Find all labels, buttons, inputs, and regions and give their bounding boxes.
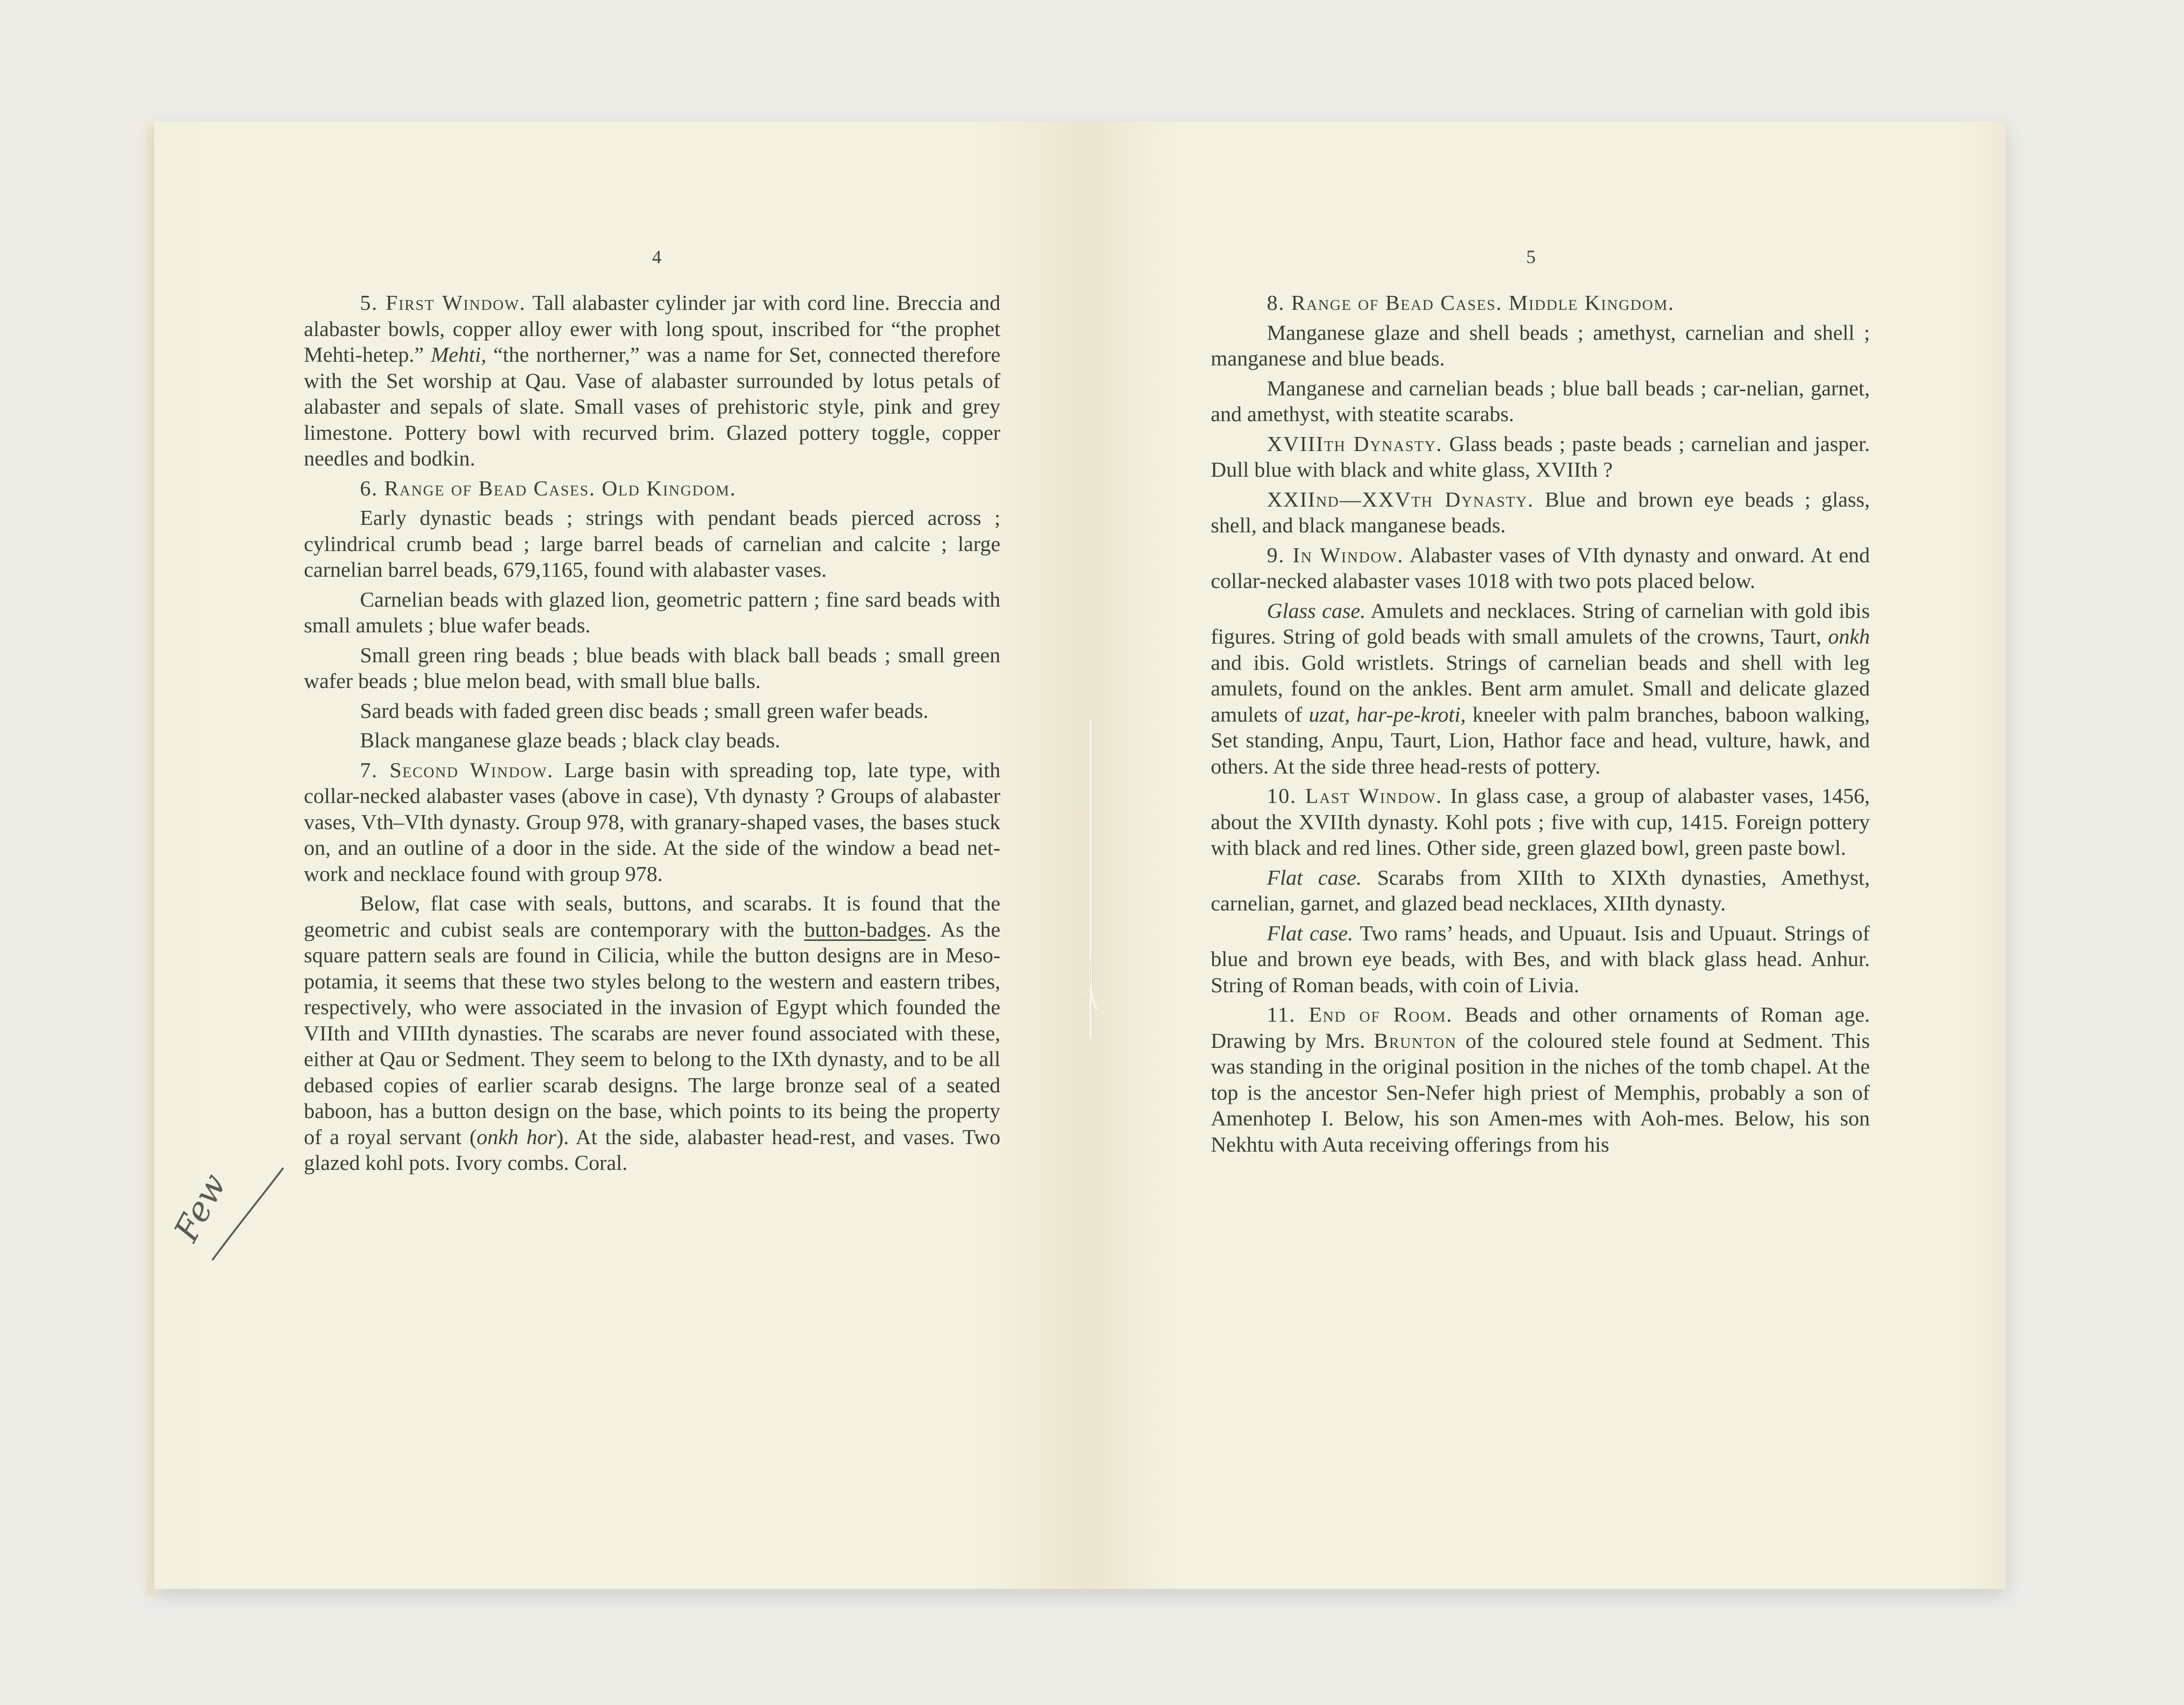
paragraph	[1211, 598, 1870, 780]
paragraph	[1211, 320, 1870, 372]
text-run: Large basin with spreading top, late type, with collar-necked alabaster vases (above in case), Vth dynasty ? Groups of alabaster vases, Vth–VIth dynasty. Group 978, with granary-shaped vases, the bases stuck on, and an outline of a door in the side. At the side of the window a bead net-work and necklace found with group 978.	[304, 758, 1000, 886]
text-run: Blue and brown eye beads ; glass, shell, and black manganese beads.	[1211, 487, 1870, 537]
paragraph	[304, 642, 1000, 694]
booklet-page-edges	[146, 123, 155, 1596]
text-run: Manganese and carnelian beads ; blue ball beads ; car-nelian, garnet, and amethyst, with steatite scarabs.	[1211, 376, 1870, 426]
paragraph	[304, 890, 1000, 1176]
text-run: onkh	[1828, 624, 1870, 648]
right-page	[1085, 122, 2005, 1589]
text-run: uzat, har-pe-kroti,	[1308, 702, 1466, 726]
text-run: In glass case, a group of alabaster vases, 1456, about the XVIIth dynasty. Kohl pots ; five with cup, 1415. Foreign pottery with black and red lines. Other side, green glazed bowl, green paste bowl.	[1211, 784, 1870, 860]
pencil-note-word	[166, 1167, 234, 1248]
paragraph	[304, 505, 1000, 583]
thread-knot	[1081, 958, 1099, 1014]
paragraph	[304, 757, 1000, 887]
paragraph	[1211, 542, 1870, 594]
text-run: and ibis. Gold wristlets. Strings of carnelian beads and shell with leg amulets, found on the ankles. Bent arm amulet. Small and delicate glazed amulets of	[1211, 650, 1870, 726]
paragraph	[304, 698, 1000, 724]
section-heading: XXIInd—XXVth Dynasty.	[1267, 487, 1534, 511]
paragraph	[1211, 487, 1870, 538]
svg-text:Few: Few	[166, 1167, 234, 1248]
paragraph	[1211, 783, 1870, 861]
paragraph	[1211, 431, 1870, 483]
paragraph	[1211, 1002, 1870, 1157]
paragraph	[304, 475, 1000, 501]
text-run: Amulets and necklaces. String of carnelian with gold ibis figures. String of gold beads with small amulets of the crowns, Taurt,	[1211, 598, 1870, 648]
text-run: Glass case.	[1267, 598, 1366, 623]
text-run: kneeler with palm branches, baboon walking, Set standing, Anpu, Taurt, Lion, Hathor face and head, vulture, hawk, and others. At the side three head-rests of pottery.	[1211, 702, 1870, 778]
open-booklet	[154, 122, 2005, 1589]
paragraph	[1211, 290, 1870, 316]
page-number-left: 4	[652, 246, 661, 267]
section-heading: 11. End of Room.	[1267, 1003, 1453, 1026]
right-page-text	[1211, 290, 1870, 1157]
section-heading: 5. First Window.	[360, 291, 526, 315]
text-run: Manganese glaze and shell beads ; amethyst, carnelian and shell ; manganese and blue beads.	[1211, 320, 1870, 370]
handwritten-pencil-note	[159, 1140, 299, 1281]
paragraph	[1211, 920, 1870, 998]
text-run: Carnelian beads with glazed lion, geometric pattern ; fine sard beads with small amulets ; blue wafer beads.	[304, 587, 1000, 637]
text-run: Small green ring beads ; blue beads with black ball beads ; small green wafer beads ; blue melon bead, with small blue balls.	[304, 643, 1000, 693]
text-run: Tall alabaster cylinder jar with cord line. Breccia and alabaster bowls, copper alloy ewer with long spout, inscribed for “the prophet Mehti-hetep.”	[304, 291, 1000, 366]
text-run: Brunton	[1373, 1028, 1457, 1053]
text-run: Black manganese glaze beads ; black clay beads.	[360, 728, 781, 752]
text-run: ). At the side, alabaster head-rest, and vases. Two glazed kohl pots. Ivory combs. Coral.	[304, 1125, 1000, 1175]
text-run: onkh hor	[476, 1125, 557, 1149]
left-page-text	[304, 290, 1000, 1176]
text-run: Beads and other ornaments of Roman age. Drawing by Mrs.	[1211, 1003, 1870, 1053]
page-number-right: 5	[1526, 246, 1536, 267]
text-run: Sard beads with faded green disc beads ; small green wafer beads.	[360, 698, 928, 723]
left-page	[154, 122, 1085, 1589]
paragraph	[1211, 865, 1870, 917]
section-heading: 10. Last Window.	[1267, 784, 1443, 808]
text-run: Below, flat case with seals, buttons, and scarabs. It is found that the geometric and cubist seals are contemporary with the	[304, 891, 1000, 941]
paragraph	[304, 727, 1000, 753]
text-run: Two rams’ heads, and Upuaut. Isis and Upuaut. Strings of blue and brown eye beads, with Bes, and with black glass head. Anhur. String of Roman beads, with coin of Livia.	[1211, 921, 1870, 997]
text-run: Flat case.	[1267, 865, 1362, 889]
text-run: of the coloured stele found at Sedment. This was standing in the original position in the niches of the tomb chapel. At the top is the ancestor Sen-Nefer high priest of Memphis, probably a son of Amenhotep I. Below, his son Amen-mes with Aoh-mes. Below, his son Nekhtu with Auta receiving offerings from his	[1211, 1028, 1870, 1156]
paragraph	[304, 587, 1000, 638]
text-run: Scarabs from XIIth to XIXth dynasties, Amethyst, carnelian, garnet, and glazed bead necklaces, XIIth dynasty.	[1211, 865, 1870, 915]
text-run: Early dynastic beads ; strings with pendant beads pierced across ; cylindrical crumb bead ; large barrel beads of carnelian and calcite ; large carnelian barrel beads, 679,1165, found with alabaster vases.	[304, 506, 1000, 581]
text-run: Flat case.	[1267, 921, 1353, 945]
paragraph	[304, 290, 1000, 472]
text-run: . As the square pattern seals are found in Cilicia, while the button designs are in Meso-potamia, it seems that these two styles belong to the western and eastern tribes, respectively, who were associated in the invasion of Egypt which founded the VIIth and VIIIth dynasties. The scarabs are never found associated with these, either at Qau or Sedment. They seem to belong to the IXth dynasty, and to be all debased copies of earlier scarab designs. The large bronze seal of a seated baboon, has a button design on the base, which points to its being the property of a royal servant (	[304, 917, 1001, 1149]
section-heading: XVIIIth Dynasty.	[1267, 431, 1443, 456]
paragraph	[1211, 375, 1870, 427]
section-heading: 8. Range of Bead Cases. Middle Kingdom.	[1267, 291, 1674, 315]
text-run: button-badges	[804, 917, 926, 941]
text-run: Mehti,	[431, 343, 487, 366]
section-heading: 9. In Window.	[1267, 543, 1404, 567]
text-run: Glass beads ; paste beads ; carnelian and jasper. Dull blue with black and white glass, XVIIth ?	[1211, 431, 1870, 481]
text-run: “the northerner,” was a name for Set, connected therefore with the Set worship at Qau. Vase of alabaster surrounded by lotus petals of alabaster and sepals of slate. Small vases of prehistoric style, pink and grey limestone. Pottery bowl with recurved brim. Glazed pottery toggle, copper needles and bodkin.	[304, 343, 1000, 470]
text-run: Alabaster vases of VIth dynasty and onward. At end collar-necked alabaster vases 1018 with two pots placed below.	[1211, 543, 1870, 593]
section-heading: 6. Range of Bead Cases. Old Kingdom.	[360, 476, 736, 500]
section-heading: 7. Second Window.	[360, 758, 554, 782]
